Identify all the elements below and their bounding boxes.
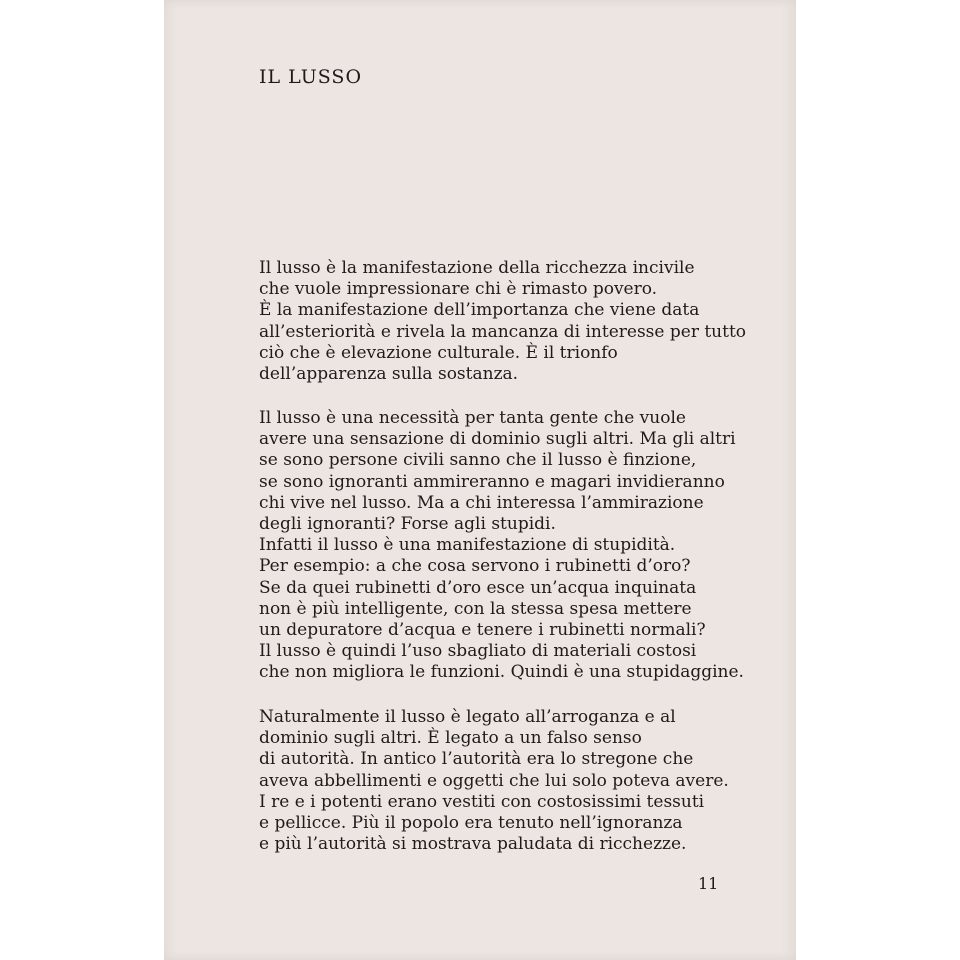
text-line: all’esteriorità e rivela la mancanza di interesse per tutto: [259, 321, 747, 342]
text-line: e più l’autorità si mostrava paludata di ricchezze.: [259, 834, 687, 855]
text-line: Naturalmente il lusso è legato all’arroganza e al: [259, 707, 676, 727]
text-line: che non migliora le funzioni. Quindi è una stupidaggine.: [259, 662, 744, 683]
text-line: che vuole impressionare chi è rimasto povero.: [259, 279, 658, 300]
text-line: se sono ignoranti ammireranno e magari invidieranno: [259, 471, 725, 492]
text-line: Se da quei rubinetti d’oro esce un’acqua inquinata: [259, 577, 697, 598]
text-line: Il lusso è quindi l’uso sbagliato di materiali costosi: [259, 641, 697, 662]
text-line: Infatti il lusso è una manifestazione di stupidità.: [259, 535, 676, 556]
text-line: e pellicce. Più il popolo era tenuto nell’ignoranza: [259, 813, 683, 834]
book-page: [164, 0, 796, 960]
text-line: non è più intelligente, con la stessa spesa mettere: [259, 598, 692, 619]
paragraph-2: [259, 408, 779, 684]
page-number: 11: [698, 874, 719, 893]
text-line: dominio sugli altri. È legato a un falso senso: [259, 728, 642, 749]
text-line: I re e i potenti erano vestiti con costosissimi tessuti: [259, 791, 705, 812]
text-line: aveva abbellimenti e oggetti che lui solo poteva avere.: [259, 770, 729, 791]
text-line: È la manifestazione dell’importanza che viene data: [259, 300, 700, 321]
text-line: avere una sensazione di dominio sugli altri. Ma gli altri: [259, 429, 736, 450]
text-line: dell’apparenza sulla sostanza.: [259, 364, 519, 385]
text-line: Il lusso è la manifestazione della ricchezza incivile: [259, 258, 695, 278]
text-line: degli ignoranti? Forse agli stupidi.: [259, 514, 556, 535]
text-line: chi vive nel lusso. Ma a chi interessa l’ammirazione: [259, 492, 704, 513]
text-line: Il lusso è una necessità per tanta gente che vuole: [259, 408, 686, 428]
text-line: se sono persone civili sanno che il lusso è finzione,: [259, 450, 697, 471]
text-line: ciò che è elevazione culturale. È il trionfo: [259, 342, 618, 363]
paragraph-1: [259, 258, 779, 385]
text-line: Per esempio: a che cosa servono i rubinetti d’oro?: [259, 556, 691, 577]
paragraph-3: [259, 707, 779, 855]
text-line: un depuratore d’acqua e tenere i rubinetti normali?: [259, 620, 706, 641]
chapter-title: IL LUSSO: [259, 66, 363, 88]
text-line: di autorità. In antico l’autorità era lo stregone che: [259, 749, 694, 770]
